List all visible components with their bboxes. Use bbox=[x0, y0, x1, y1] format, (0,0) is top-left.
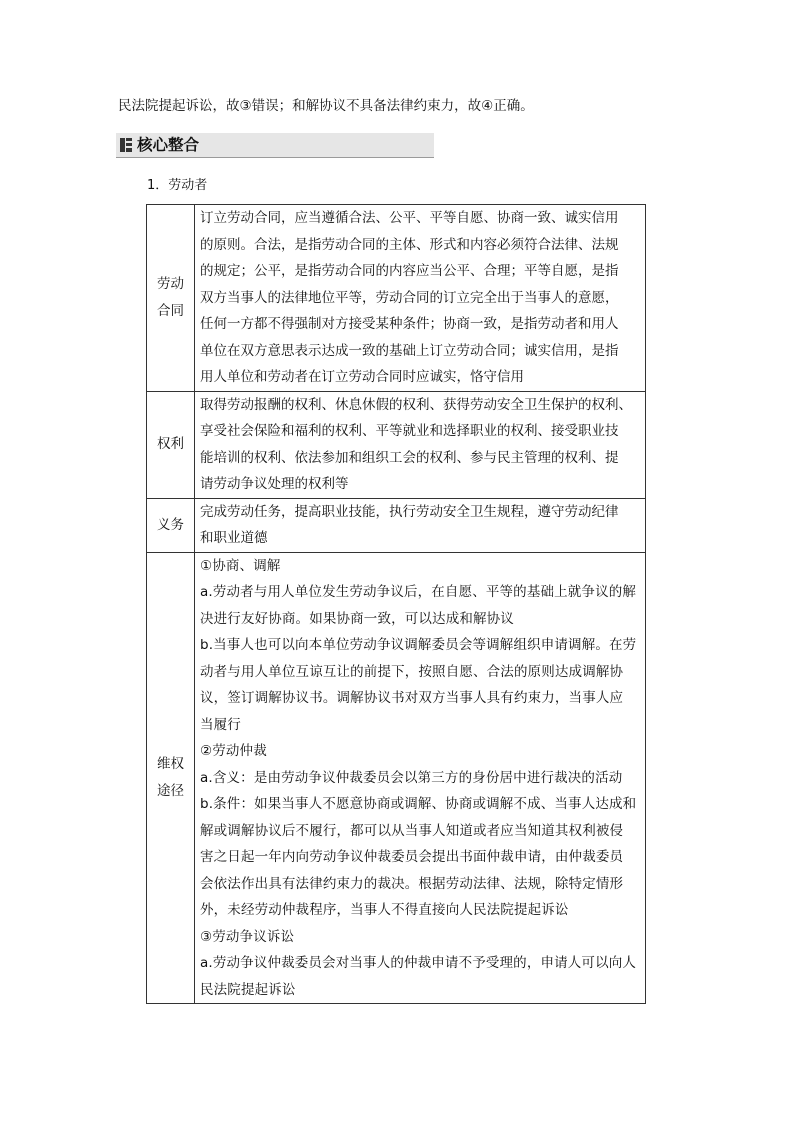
content-line: 能培训的权利、依法参加和组织工会的权利、参与民主管理的权利、提 bbox=[200, 449, 619, 466]
content-line: a.含义：是由劳动争议仲裁委员会以第三方的身份居中进行裁决的活动 bbox=[200, 769, 623, 786]
row-label-remedies bbox=[147, 552, 195, 1004]
content-line: 害之日起一年内向劳动争议仲裁委员会提出书面仲裁申请，由仲裁委员 bbox=[200, 849, 624, 865]
intro-paragraph: 民法院提起诉讼，故③错误；和解协议不具备法律约束力，故④正确。 bbox=[118, 98, 534, 114]
row-label-duties bbox=[147, 498, 195, 552]
content-line: 当履行 bbox=[200, 716, 241, 733]
content-line: 订立劳动合同，应当遵循合法、公平、平等自愿、协商一致、诚实信用 bbox=[200, 210, 619, 226]
worker-rights-table bbox=[146, 204, 646, 1004]
content-line: b.当事人也可以向本单位劳动争议调解委员会等调解组织申请调解。在劳 bbox=[200, 637, 637, 653]
table-row bbox=[147, 498, 646, 552]
row-label-line: 劳动 bbox=[157, 275, 184, 292]
row-content-duties bbox=[195, 498, 646, 552]
content-line: ①协商、调解 bbox=[200, 557, 281, 574]
content-line: 外，未经劳动仲裁程序，当事人不得直接向人民法院提起诉讼 bbox=[200, 902, 569, 918]
content-line: 决进行友好协商。如果协商一致，可以达成和解协议 bbox=[200, 610, 514, 627]
content-line: 议，签订调解协议书。调解协议书对双方当事人具有约束力，当事人应 bbox=[200, 690, 624, 706]
row-label-line: 义务 bbox=[157, 516, 184, 533]
row-label-rights bbox=[147, 391, 195, 498]
content-line: 享受社会保险和福利的权利、平等就业和选择职业的权利、接受职业技 bbox=[200, 423, 619, 439]
table-row bbox=[147, 391, 646, 498]
row-label-line: 权利 bbox=[157, 436, 184, 452]
content-line: 任何一方都不得强制对方接受某种条件；协商一致，是指劳动者和用人 bbox=[200, 316, 619, 332]
content-line: 动者与用人单位互谅互让的前提下，按照自愿、合法的原则达成调解协 bbox=[200, 663, 624, 680]
table-row bbox=[147, 552, 646, 1004]
section-header bbox=[116, 133, 434, 158]
content-line: a.劳动者与用人单位发生劳动争议后，在自愿、平等的基础上就争议的解 bbox=[200, 584, 637, 600]
content-line: ③劳动争议诉讼 bbox=[200, 928, 295, 945]
row-content-remedies bbox=[195, 552, 646, 1004]
content-line: 解或调解协议后不履行，都可以从当事人知道或者应当知道其权利被侵 bbox=[200, 822, 624, 839]
row-label-contract bbox=[147, 205, 195, 392]
content-line: ②劳动仲裁 bbox=[200, 743, 267, 759]
content-line: 单位在双方意思表示达成一致的基础上订立劳动合同；诚实信用，是指 bbox=[200, 342, 619, 359]
row-label-line: 维权 bbox=[157, 755, 184, 772]
content-line: b.条件：如果当事人不愿意协商或调解、协商或调解不成、当事人达成和 bbox=[200, 796, 637, 812]
content-line: 取得劳动报酬的权利、休息休假的权利、获得劳动安全卫生保护的权利、 bbox=[200, 396, 632, 413]
sub-heading: 1．劳动者 bbox=[147, 178, 208, 193]
section-mark-icon bbox=[120, 138, 132, 152]
row-content-rights bbox=[195, 391, 646, 498]
content-line: 会依法作出具有法律约束力的裁决。根据劳动法律、法规，除特定情形 bbox=[200, 875, 624, 892]
content-line: 的规定；公平，是指劳动合同的内容应当公平、合理；平等自愿，是指 bbox=[200, 263, 619, 279]
content-line: a.劳动争议仲裁委员会对当事人的仲裁申请不予受理的，申请人可以向人 bbox=[200, 955, 637, 971]
content-line: 完成劳动任务，提高职业技能，执行劳动安全卫生规程，遵守劳动纪律 bbox=[200, 503, 619, 520]
table-row bbox=[147, 205, 646, 392]
content-line: 请劳动争议处理的权利等 bbox=[200, 476, 349, 492]
content-line: 用人单位和劳动者在订立劳动合同时应诚实，恪守信用 bbox=[200, 369, 524, 385]
row-label-line: 途径 bbox=[157, 782, 184, 799]
content-line: 双方当事人的法律地位平等，劳动合同的订立完全出于当事人的意愿， bbox=[200, 289, 619, 306]
row-label-line: 合同 bbox=[157, 302, 184, 319]
content-line: 民法院提起诉讼 bbox=[200, 981, 296, 998]
content-line: 的原则。合法，是指劳动合同的主体、形式和内容必须符合法律、法规 bbox=[200, 236, 619, 253]
row-content-contract bbox=[195, 205, 646, 392]
section-title: 核心整合 bbox=[137, 136, 200, 154]
content-line: 和职业道德 bbox=[200, 530, 268, 546]
